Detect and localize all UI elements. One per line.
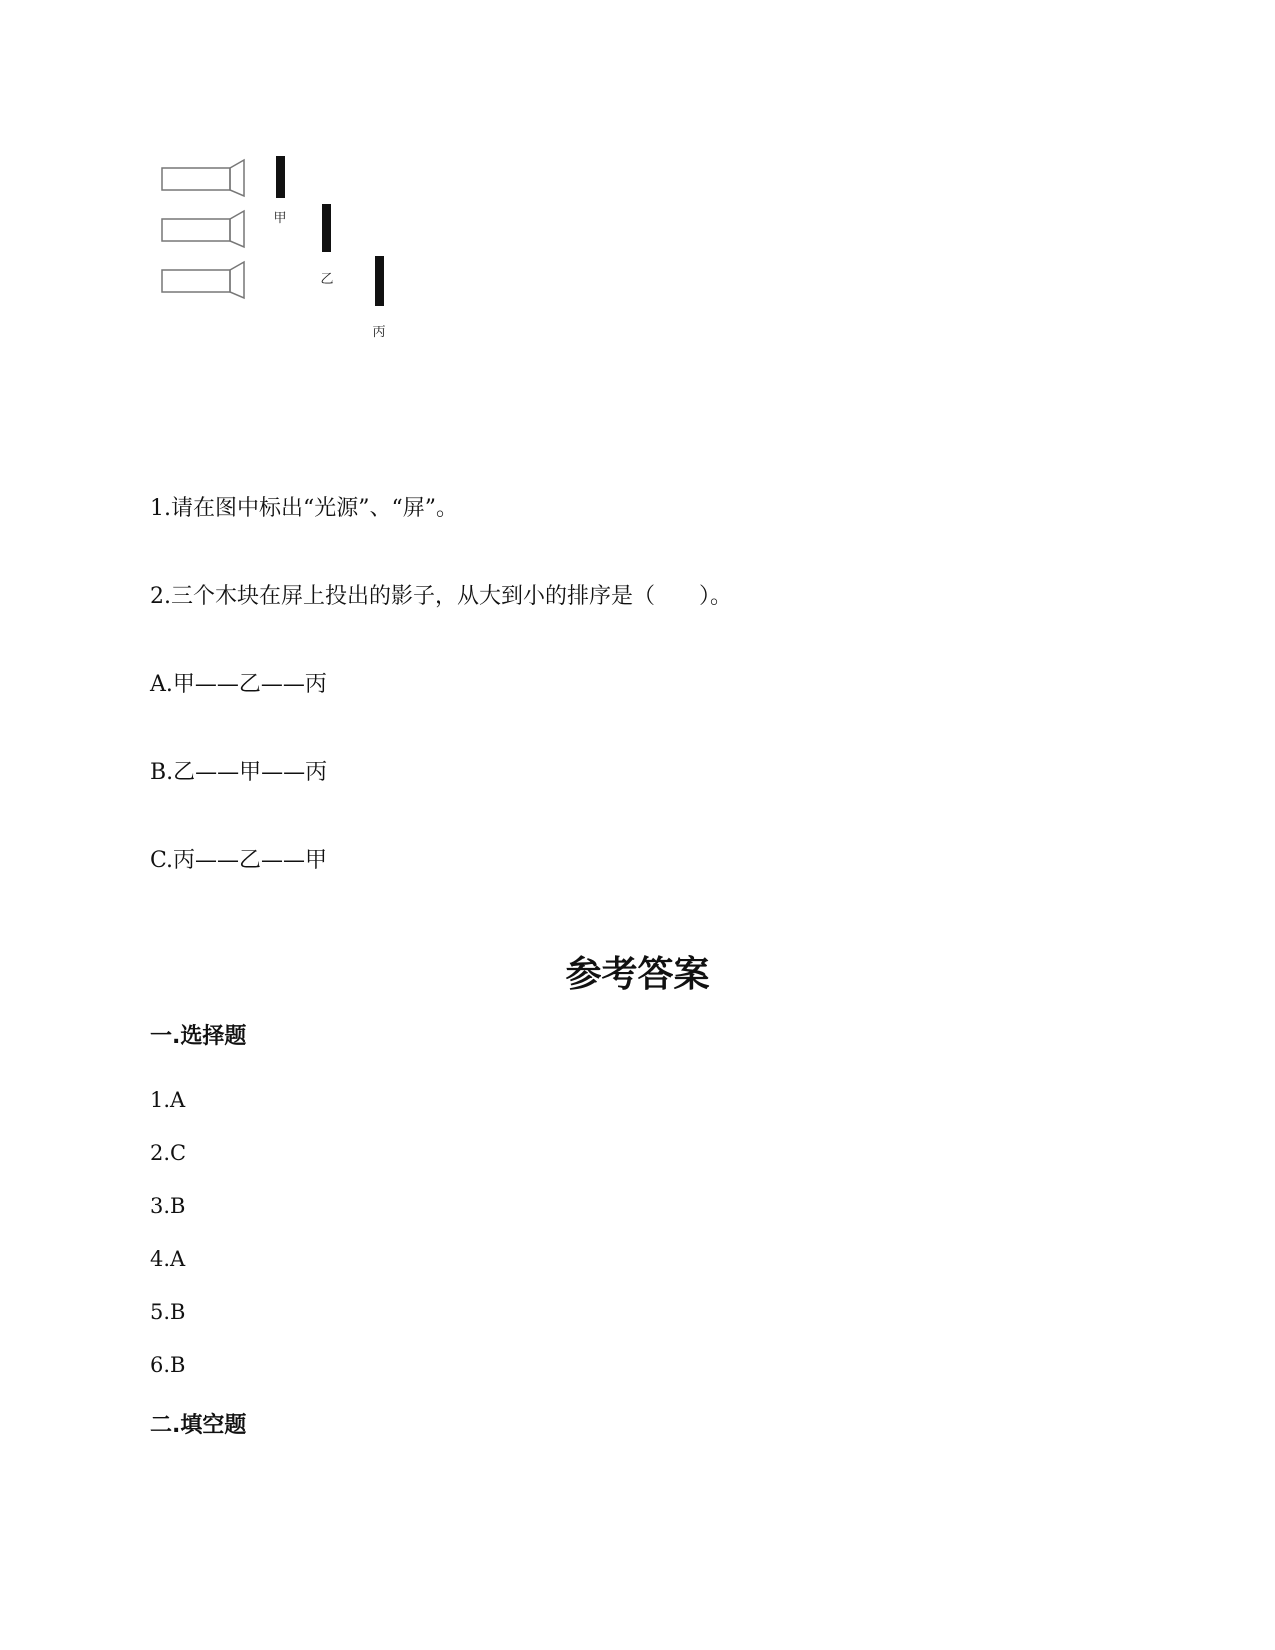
option-a: A.甲——乙——丙 <box>150 672 327 697</box>
answer-item: 1.A <box>150 1088 186 1112</box>
experiment-figure <box>150 150 410 360</box>
option-c: C.丙——乙——甲 <box>150 848 328 873</box>
question-1: 1.请在图中标出“光源”、“屏”。 <box>150 496 458 521</box>
answer-item: 4.A <box>150 1247 186 1271</box>
section-heading-choice: 一.选择题 <box>150 1024 247 1049</box>
flashlight-icon <box>162 211 244 247</box>
answers-title: 参考答案 <box>565 954 710 995</box>
section-heading-fill: 二.填空题 <box>150 1413 247 1438</box>
block-bing <box>375 256 384 306</box>
question-2: 2.三个木块在屏上投出的影子，从大到小的排序是（ ）。 <box>150 584 732 609</box>
flashlight-icon <box>162 262 244 298</box>
flashlight-icon <box>162 160 244 196</box>
block-jia <box>276 156 285 198</box>
answer-item: 3.B <box>150 1194 186 1218</box>
answer-item: 6.B <box>150 1353 186 1377</box>
block-jia-label: 甲 <box>273 211 287 226</box>
answer-item: 5.B <box>150 1300 186 1324</box>
option-b: B.乙——甲——丙 <box>150 760 328 785</box>
block-yi-label: 乙 <box>320 272 334 287</box>
block-bing-label: 丙 <box>372 325 386 340</box>
block-yi <box>322 204 331 252</box>
answer-item: 2.C <box>150 1141 187 1165</box>
